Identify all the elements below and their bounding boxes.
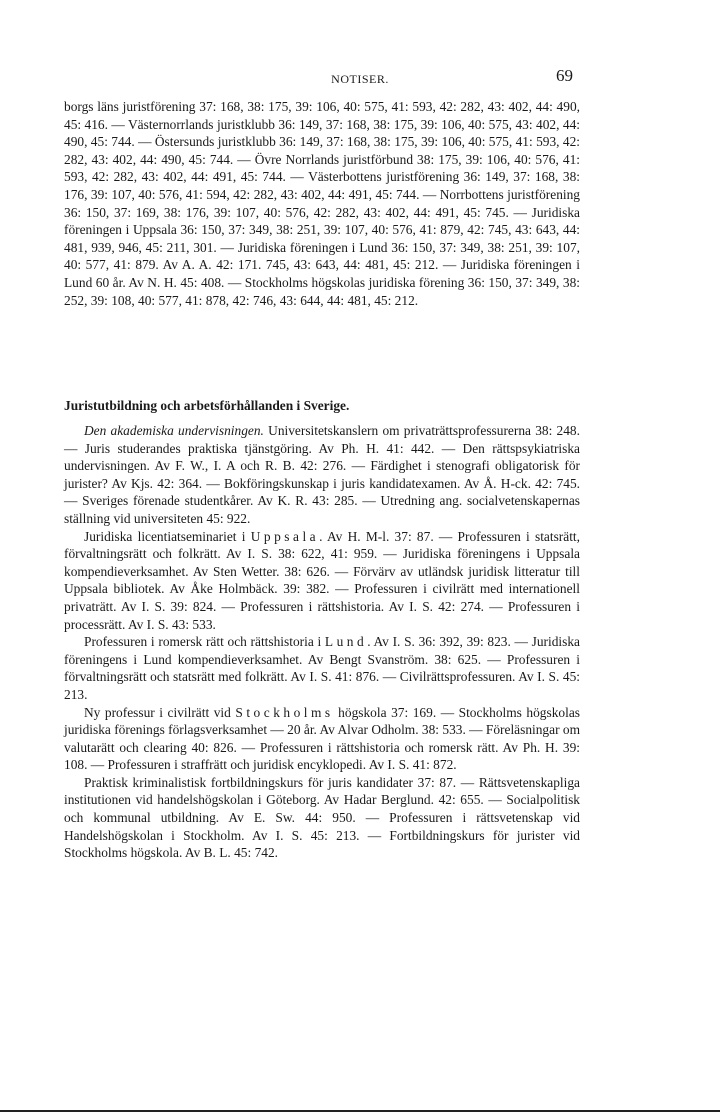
paragraph-text: Universitetskanslern om privaträttsprofessurerna 38: 248. — Juris studerandes praktiska tjänstgöring. Av Ph. H. 41: 442. — Den rättspsykiatriska undervisningen. Av F. W., I. A och R. B. 42: 276. — Färdighet i stenografi obligatorisk för jurister? Av Kjs. 42: 364. — Bokföringskunskap i juris kandidatexamen. Av Å. H-ck. 42: 745. — Sveriges förenade studentkårer. Av K. R. 43: 285. — Utredning ang. socialvetenskapernas ställning vid universiteten 45: 922. (64, 423, 580, 526)
paragraph-text: . Av I. S. 36: 392, 39: 823. — Juridiska föreningens i Lund kompendieverksamhet. Av Bengt Svanström. 38: 625. — Professuren i förvaltningsrätt och statsrätt med folkrätt. Av I. S. 41: 876. — Civilrättsprofessuren. Av I. S. 45: 213. (64, 634, 580, 702)
paragraph-text: Juridiska licentiatseminariet i (84, 528, 251, 544)
page-edge-rule (0, 1110, 720, 1112)
paragraph-text: borgs läns juristförening 37: 168, 38: 175, 39: 106, 40: 575, 41: 593, 42: 282, 43: 402, 44: 490, 45: 416. — Västernorrlands juristklubb 36: 149, 37: 168, 38: 175, 39: 106, 40: 575, 43: 402, 44: 490, 45: 744. — Östersunds juristklubb 36: 149, 37: 168, 38: 175, 39: 106, 40: 575, 41: 593, 42: 282, 43: 402, 44: 490, 45: 744. — Övre Norrlands juristförbund 38: 175, 39: 106, 40: 576, 41: 593, 42: 282, 43: 402, 44: 491, 45: 744. — Västerbottens juristförening 36: 149, 37: 168, 38: 176, 39: 107, 40: 576, 41: 594, 42: 282, 43: 402, 44: 491, 45: 744. — Norrbottens juristförening 36: 150, 37: 169, 38: 176, 39: 107, 40: 576, 42: 282, 43: 402, 44: 491, 45: 745. — Juridiska föreningen i Uppsala 36: 150, 37: 349, 38: 251, 39: 107, 40: 576, 41: 879, 42: 745, 43: 643, 44: 481, 939, 946, 45: 211, 301. — Juridiska föreningen i Lund 36: 150, 37: 349, 38: 251, 39: 107, 40: 577, 41: 879. Av A. A. 42: 171. 745, 43: 643, 44: 481, 45: 212. — Juridiska föreningen i Lund 60 år. Av N. H. 45: 408. — Stockholms högskolas juridiska förening 36: 150, 37: 349, 38: 252, 39: 108, 40: 577, 41: 878, 42: 746, 43: 644, 44: 481, 45: 212. (64, 99, 580, 308)
paragraph-text: Ny professur i civilrätt vid (84, 704, 236, 720)
continued-paragraph (64, 98, 580, 309)
paragraph-lund (64, 633, 580, 703)
italic-lead: Den akademiska undervisningen. (84, 423, 264, 438)
section-heading: Juristutbildning och arbetsförhållanden i Sverige. (64, 398, 350, 413)
spaced-place-name: Stockholms (235, 704, 334, 720)
paragraph-akademiska (64, 422, 580, 528)
spaced-place-name: Lund (324, 634, 368, 650)
page-number: 69 (556, 66, 573, 85)
section-body (64, 422, 580, 862)
paragraph-praktisk: Praktisk kriminalistisk fortbildningskurs för juris kandidater 37: 87. — Rättsvetenskapliga institutionen vid handelshögskolan i Göteborg. Av Hadar Berglund. 42: 655. — Socialpolitisk och kommunal utbildning. Av E. Sw. 44: 950. — Professuren i rättsvetenskap vid Handelshögskolan i Stockholm. Av I. S. 45: 213. — Fortbildningskurs för jurister vid Stockholms högskola. Av B. L. 45: 742. (64, 774, 580, 861)
paragraph-text: högskola 37: 169. — Stockholms högskolas juridiska förenings förlagsverksamhet — 20 år. Av Alvar Odholm. 38: 533. — Föreläsningar om valutarätt och clearing 40: 826. — Professuren i rättshistoria och romersk rätt. Av Ph. H. 39: 108. — Professuren i straffrätt och juridisk encyklopedi. Av I. S. 41: 872. (64, 704, 580, 773)
paragraph-uppsala (64, 528, 580, 634)
running-head: NOTISER. (331, 72, 389, 86)
spaced-place-name: Uppsala (250, 528, 320, 544)
paragraph-text: . Av H. M-l. 37: 87. — Professuren i statsrätt, förvaltningsrätt och folkrätt. Av I. S. 38: 622, 41: 959. — Juridiska föreningens i Uppsala kompendieverksamhet. Av Sten Wetter. 38: 626. — Förvärv av utländsk juridisk litteratur till Uppsala bibliotek. Av Åke Holmbäck. 39: 382. — Professuren i civilrätt med internationell privaträtt. Av I. S. 39: 824. — Professuren i rättshistoria. Av I. S. 42: 274. — Professuren i processrätt. Av I. S. 43: 533. (64, 528, 580, 632)
paragraph-text: Professuren i romersk rätt och rättshistoria i (84, 634, 325, 650)
paragraph-stockholm (64, 704, 580, 774)
